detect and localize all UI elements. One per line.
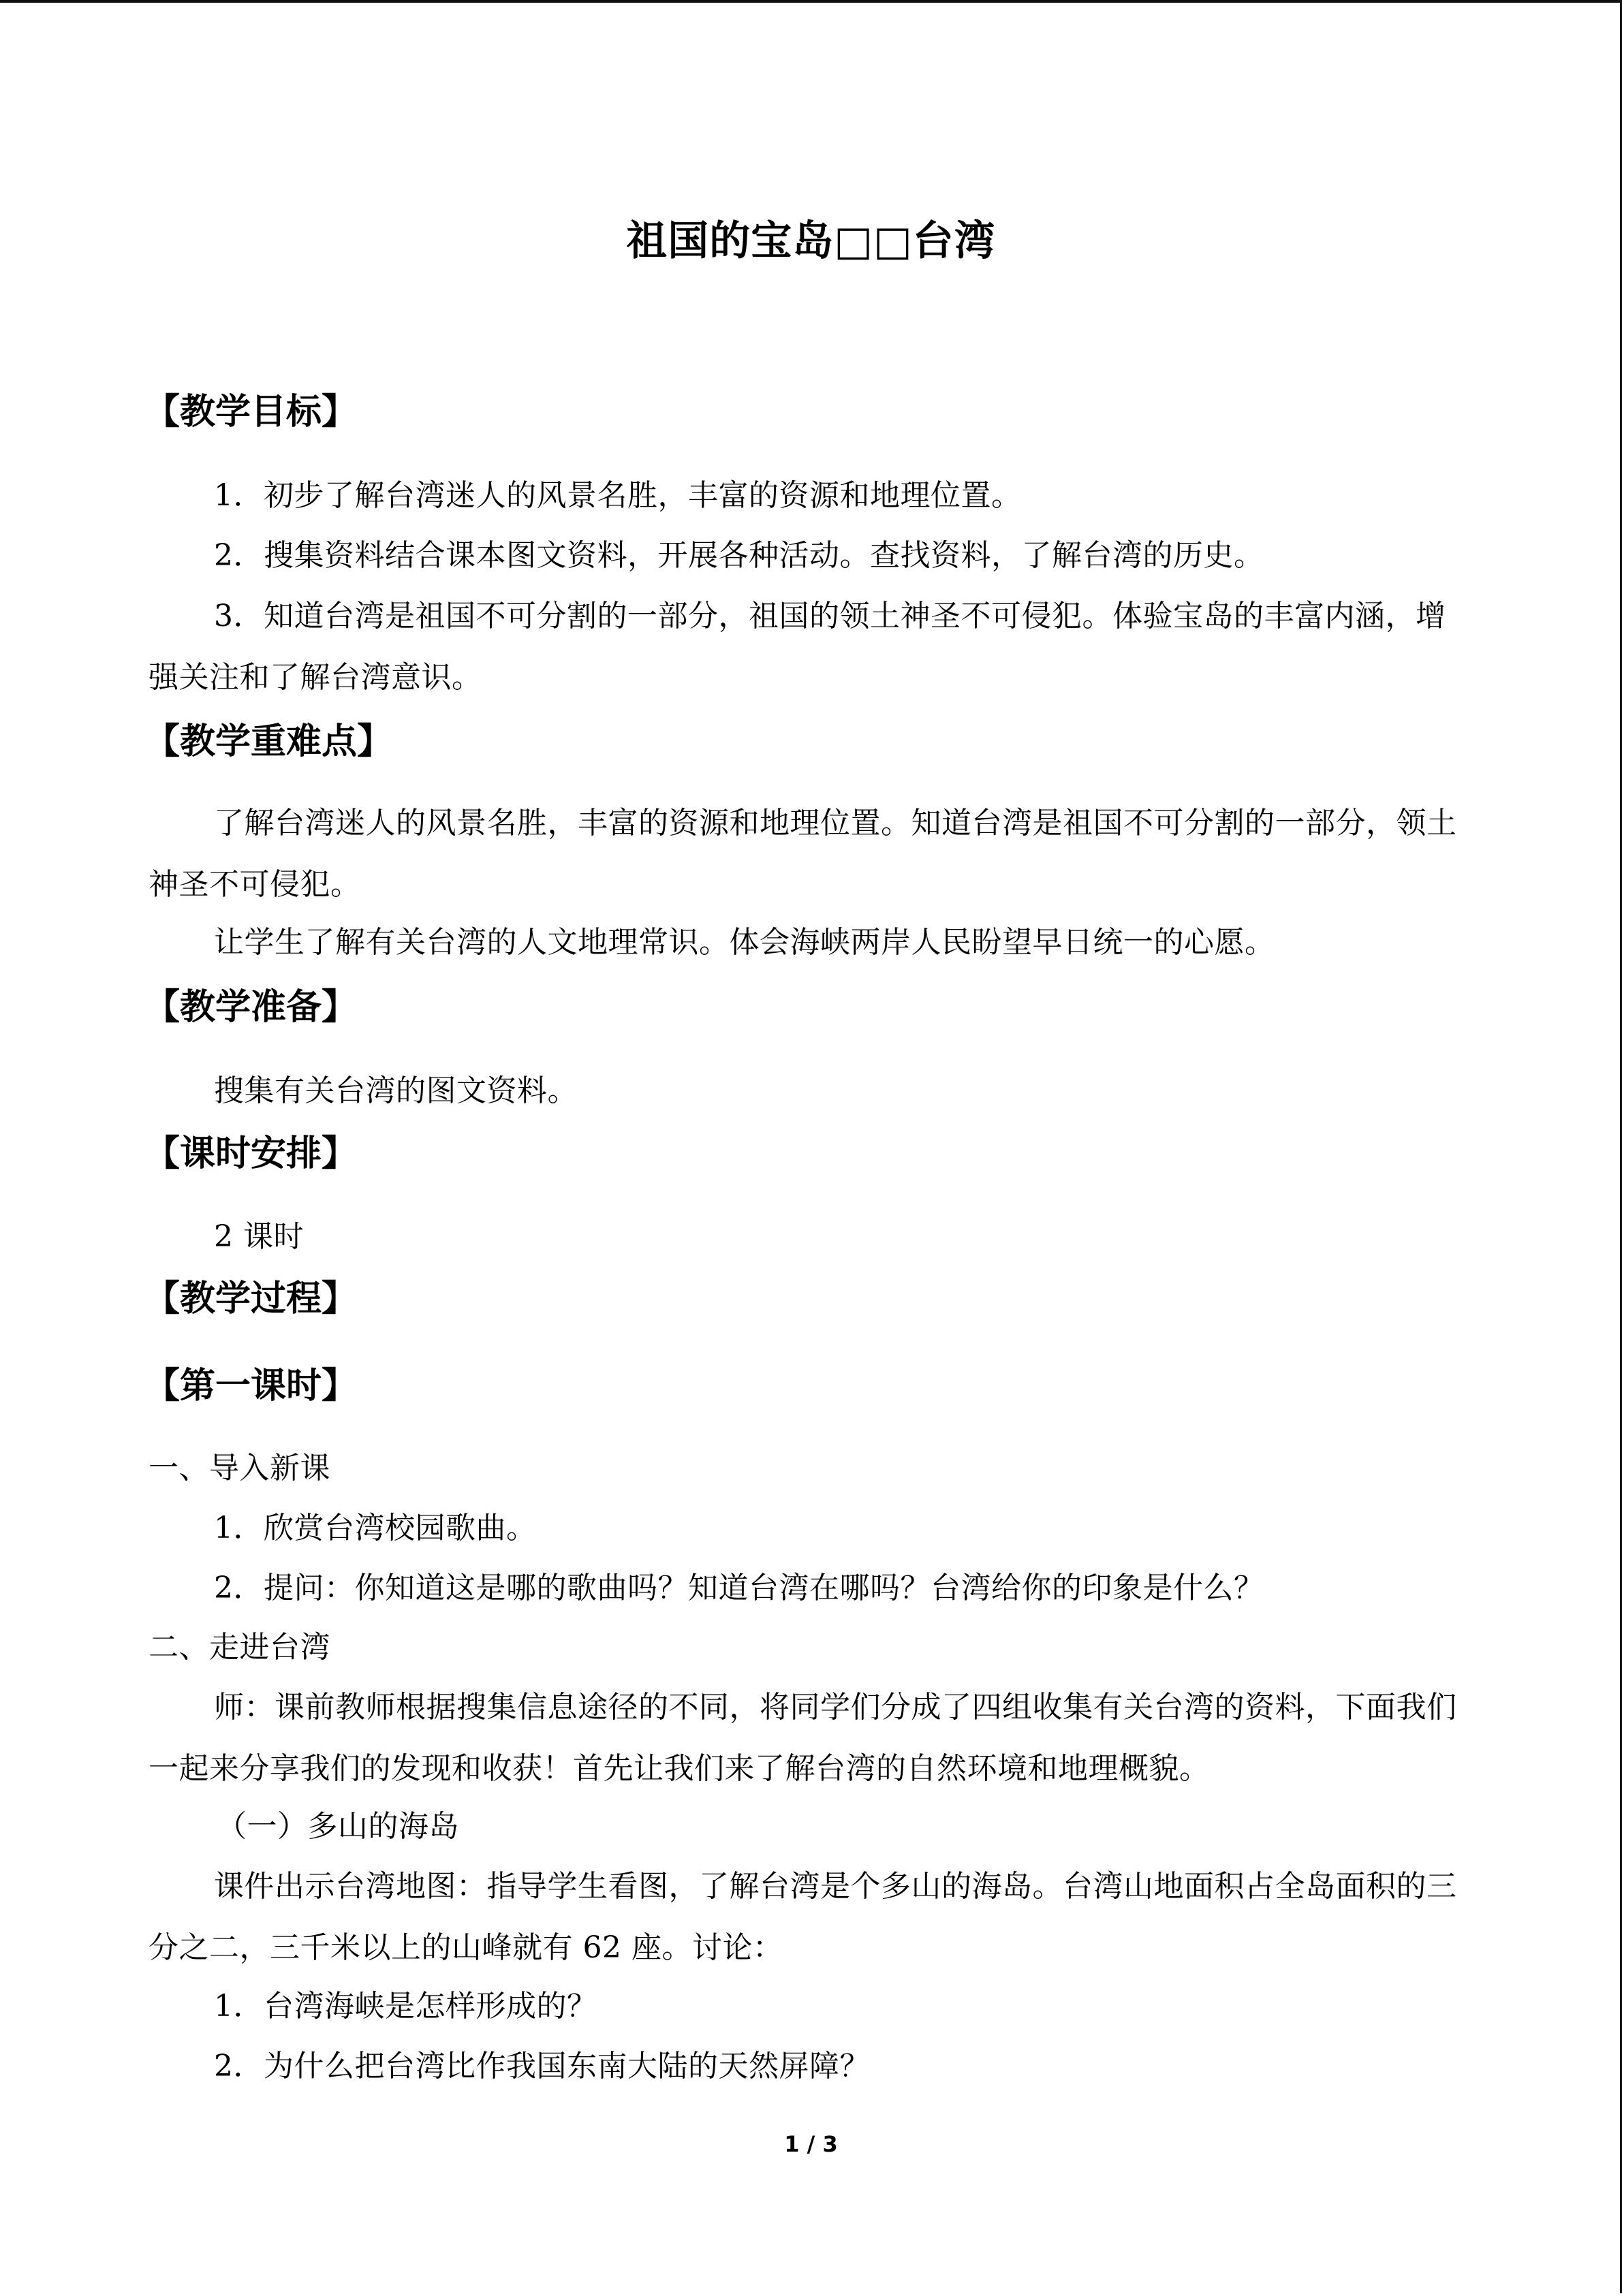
part2-intro: 师：课前教师根据搜集信息途径的不同，将同学们分成了四组收集有关台湾的资料，下面我们一起来分享我们的发现和收获！首先让我们来了解台湾的自然环境和地理概貌。	[149, 1690, 1457, 1786]
objective-item-3: 3．知道台湾是祖国不可分割的一部分，祖国的领土神圣不可侵犯。体验宝岛的丰富内涵，增强关注和了解台湾意识。	[149, 599, 1446, 695]
part1-item-2: 2．提问：你知道这是哪的歌曲吗？知道台湾在哪吗？台湾给你的印象是什么？	[214, 1571, 1264, 1605]
heading-key-points: 【教学重难点】	[144, 721, 393, 762]
heading-objectives: 【教学目标】	[144, 392, 358, 433]
preparation-text: 搜集有关台湾的图文资料。	[214, 1073, 578, 1108]
sub1-title: （一）多山的海岛	[217, 1809, 459, 1844]
heading-process: 【教学过程】	[144, 1278, 358, 1319]
objective-item-1: 1．初步了解台湾迷人的风景名胜，丰富的资源和地理位置。	[214, 478, 1022, 513]
heading-lesson-1: 【第一课时】	[144, 1366, 358, 1406]
page-indicator: 1 / 3	[784, 2131, 838, 2157]
sub1-question-1: 1．台湾海峡是怎样形成的？	[214, 1989, 597, 2024]
key-point-paragraph-1: 了解台湾迷人的风景名胜，丰富的资源和地理位置。知道台湾是祖国不可分割的一部分，领土神圣不可侵犯。	[149, 806, 1457, 902]
key-point-paragraph-2: 让学生了解有关台湾的人文地理常识。体会海峡两岸人民盼望早日统一的心愿。	[214, 925, 1275, 960]
part2-title: 二、走进台湾	[149, 1630, 330, 1665]
part1-title: 一、导入新课	[149, 1451, 330, 1485]
sub1-text: 课件出示台湾地图：指导学生看图，了解台湾是个多山的海岛。台湾山地面积占全岛面积的三分之二，三千米以上的山峰就有 62 座。讨论：	[149, 1869, 1457, 1965]
heading-preparation: 【教学准备】	[144, 987, 358, 1028]
heading-schedule: 【课时安排】	[144, 1133, 358, 1174]
document-page	[0, 3, 1622, 2296]
objective-item-2: 2．搜集资料结合课本图文资料，开展各种活动。查找资料，了解台湾的历史。	[214, 538, 1264, 573]
part1-item-1: 1．欣赏台湾校园歌曲。	[214, 1511, 537, 1545]
document-title: 祖国的宝岛□□台湾	[626, 217, 996, 265]
schedule-text: 2 课时	[214, 1219, 304, 1254]
sub1-question-2: 2．为什么把台湾比作我国东南大陆的天然屏障？	[214, 2049, 870, 2083]
